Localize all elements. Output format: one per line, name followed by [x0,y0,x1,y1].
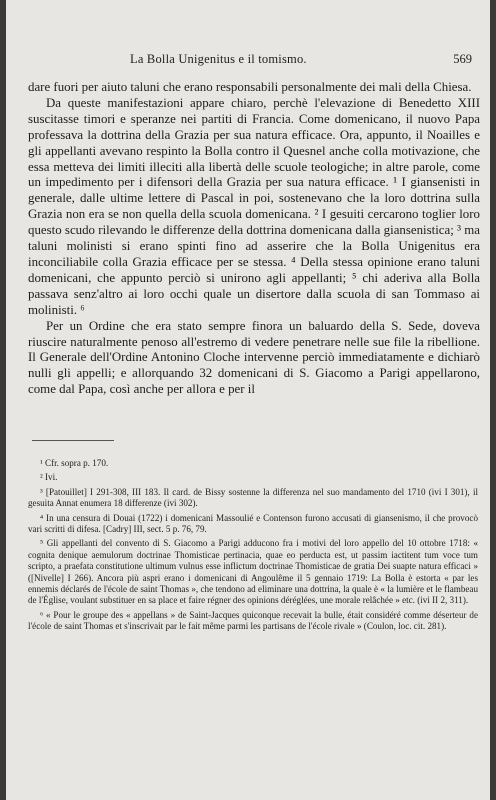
paragraph: Da queste manifestazioni appare chiaro, perchè l'elevazione di Benedetto XIII suscitasse timori e speranze nei partiti di Francia. Come domenicano, il nuovo Papa professava la dottrina della Grazia per sua natura efficace. Ora, appunto, il Noailles e gli appellanti avevano respinto la Bolla contro il Quesnel anche colla motivazione, che essa metteva dei limiti illeciti alla libertà delle scuole teologiche; in altre parole, come un impedimento per i difensori della Grazia per sua natura efficace. ¹ I giansenisti in generale, dalle ultime lettere di Pascal in poi, sostenevano che la loro dottrina sulla Grazia non era se non quella della scuola domenicana. ² I gesuiti cercarono toglier loro questo scudo rilevando le differenze della dottrina domenicana dalla giansenistica; ³ ma taluni molinisti si erano spinti fino ad asserire che la Bolla Unigenitus era inconciliabile colla Grazia efficace per se stessa. ⁴ Della stessa opinione erano taluni domenicani, che appunto perciò si unirono agli appellanti; ⁵ chi aderiva alla Bolla passava senz'altro ai loro occhi quale un disertore dalla scuola di san Tommaso ai molinisti. ⁶ [28,95,480,317]
footnote: ⁵ Gli appellanti del convento di S. Giacomo a Parigi adducono fra i motivi del loro appello del 10 ottobre 1718: « cognita denique aemulorum doctrinae Thomisticae pertinacia, quae eo perducta est, ut passim iactitent tum voce tum scripto, a praefata constitutione ultimum vulnus esse inflictum doctrinae Thomisticae de gratia Dei suapte natura efficaci » ([Nivelle] I 266). Ancora più aspri erano i domenicani di Angoulême il 5 gennaio 1719: La Bolla è estorta « par les ennemis déclarés de l'école de saint Thomas », che tendono ad eliminare una dottrina, la quale è « la lumière et le flambeau de l'Église, voulant substituer en sa place et faire régner des opinions déréglées, une morale relâchée » etc. (ivi II 2, 311). [28,538,478,606]
running-title: La Bolla Unigenitus e il tomismo. [130,52,307,66]
page-number: 569 [453,52,472,66]
main-text [28,80,480,398]
footnote: ² Ivi. [40,472,58,483]
footnote: ⁶ « Pour le groupe des « appellans » de Saint-Jacques quiconque recevait la bulle, était considéré comme déserteur de l'école de saint Thomas et s'inscrivait par le fait même parmi les partisans de l'école rivale » (Coulon, loc. cit. 281). [28,609,478,632]
footnote: ³ [Patouillet] I 291-308, III 183. Il card. de Bissy sostenne la differenza nel suo mandamento del 1710 (ivi I 301), il gesuita Annat enumera 18 differenze (ivi 302). [28,486,478,509]
footnotes [28,458,478,635]
footnote: ⁴ In una censura di Douai (1722) i domenicani Massoulié e Contenson furono accusati di giansenismo, il che provocò vari scritti di difesa. [Cadry] III, sect. 5 p. 76, 79. [28,512,478,535]
paragraph: dare fuori per aiuto taluni che erano responsabili personalmente dei mali della Chiesa. [28,80,472,94]
paragraph: Per un Ordine che era stato sempre finora un baluardo della S. Sede, doveva riuscire naturalmente penoso all'estremo di vedere penetrare nelle sue file la ribellione. Il Generale dell'Ordine Antonino Cloche intervenne perciò immediatamente e dichiarò nulli gli appelli; e allorquando 32 domenicani di S. Giacomo a Parigi appellarono, come dal Papa, così anche per allora e per il [28,318,480,397]
footnote-separator [32,440,114,441]
footnote: ¹ Cfr. sopra p. 170. [40,458,109,468]
book-page [6,0,490,800]
page-header [32,52,476,72]
